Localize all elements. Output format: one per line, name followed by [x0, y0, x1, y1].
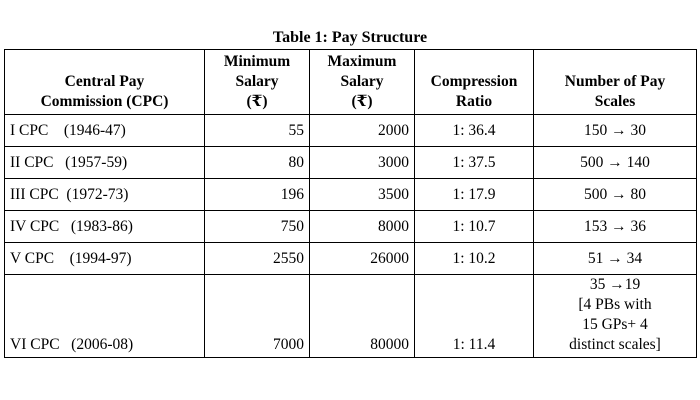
header-minimum-salary [205, 50, 310, 115]
minimum-salary-cell: 55 [205, 115, 310, 147]
pay-scales-cell: 150 → 30 [534, 115, 697, 147]
pay-scales-cell: 51 → 34 [534, 243, 697, 275]
pay-scales-cell [534, 275, 697, 358]
header-ratio-line-2: Ratio [455, 93, 493, 110]
pay-scales-line: [4 PBs with [578, 296, 652, 313]
compression-ratio-cell: 1: 10.7 [415, 211, 534, 243]
minimum-salary-cell: 750 [205, 211, 310, 243]
header-cpc [5, 50, 205, 115]
header-number-of-pay-scales [534, 50, 697, 115]
table-row [5, 211, 697, 243]
cpc-cell: IV CPC (1983-86) [5, 211, 205, 243]
maximum-salary-cell: 3500 [310, 179, 415, 211]
cpc-cell: VI CPC (2006-08) [5, 275, 205, 358]
header-max-line-2: Salary [340, 73, 384, 90]
header-row [5, 50, 697, 115]
compression-ratio-cell: 1: 11.4 [415, 275, 534, 358]
header-max-line-1: Maximum [327, 53, 397, 70]
cpc-cell: II CPC (1957-59) [5, 147, 205, 179]
cpc-cell: III CPC (1972-73) [5, 179, 205, 211]
minimum-salary-cell: 2550 [205, 243, 310, 275]
pay-scales-cell: 500 → 80 [534, 179, 697, 211]
pay-scales-cell: 153 → 36 [534, 211, 697, 243]
pay-scales-line: 15 GPs+ 4 [582, 316, 648, 333]
header-cpc-line-2: Commission (CPC) [40, 93, 169, 110]
maximum-salary-cell: 8000 [310, 211, 415, 243]
header-min-line-2: Salary [235, 73, 279, 90]
maximum-salary-cell: 26000 [310, 243, 415, 275]
cpc-cell: V CPC (1994-97) [5, 243, 205, 275]
maximum-salary-cell: 2000 [310, 115, 415, 147]
compression-ratio-cell: 1: 36.4 [415, 115, 534, 147]
compression-ratio-cell: 1: 17.9 [415, 179, 534, 211]
table-row [5, 275, 697, 358]
maximum-salary-cell: 3000 [310, 147, 415, 179]
header-min-line-1: Minimum [223, 53, 291, 70]
table-row [5, 179, 697, 211]
table-caption: Table 1: Pay Structure [272, 29, 428, 46]
pay-scales-cell: 500 → 140 [534, 147, 697, 179]
header-maximum-salary [310, 50, 415, 115]
minimum-salary-cell: 7000 [205, 275, 310, 358]
header-scales-line-2: Scales [594, 93, 636, 110]
table-row [5, 115, 697, 147]
pay-scales-line: distinct scales] [569, 336, 661, 353]
cpc-cell: I CPC (1946-47) [5, 115, 205, 147]
header-ratio-line-1: Compression [430, 73, 518, 90]
table-row [5, 147, 697, 179]
header-compression-ratio [415, 50, 534, 115]
compression-ratio-cell: 1: 37.5 [415, 147, 534, 179]
header-cpc-line-1: Central Pay [64, 73, 145, 90]
pay-scales-line: 35 →19 [589, 276, 641, 293]
compression-ratio-cell: 1: 10.2 [415, 243, 534, 275]
minimum-salary-cell: 80 [205, 147, 310, 179]
table-row [5, 243, 697, 275]
minimum-salary-cell: 196 [205, 179, 310, 211]
header-min-line-3: (₹) [246, 93, 268, 110]
maximum-salary-cell: 80000 [310, 275, 415, 358]
pay-structure-table [4, 49, 697, 358]
header-scales-line-1: Number of Pay [564, 73, 666, 90]
header-max-line-3: (₹) [351, 93, 373, 110]
